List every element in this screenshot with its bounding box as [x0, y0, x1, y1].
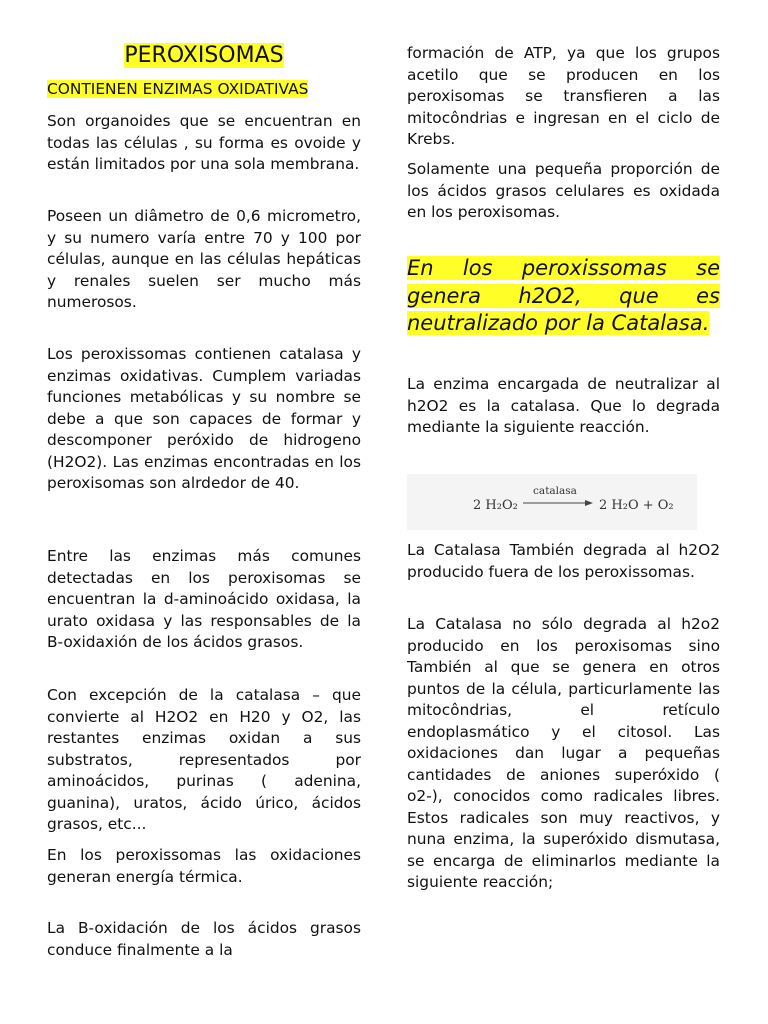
equation-catalyst: catalasa [533, 485, 577, 497]
highlight-statement [407, 255, 720, 338]
paragraph-atp: formación de ATP, ya que los grupos acetilo que se producen en los peroxisomas se transfieren a las mitocôndrias e ingresan en el ciclo de Krebs. [407, 44, 720, 148]
subtitle [47, 79, 308, 100]
paragraph-catalase-outside: La Catalasa También degrada al h2O2 producido fuera de los peroxissomas. [407, 541, 720, 581]
page-title [47, 41, 361, 71]
paragraph-oxidation-energy: En los peroxissomas las oxidaciones generan energía térmica. [47, 846, 361, 886]
paragraph-superoxide: La Catalasa no sólo degrada al h2o2 producido en los peroxisomas sino También al que se genera en otros puntos de la célula, particurlamente las mitocôndrias, el retículo endoplasmático y el citosol. Las oxidaciones dan lugar a pequeñas cantidades de aniones superóxido ( o2-), conocidos como radicales libres. Estos radicales son muy reactivos, y nuna enzima, la superóxido dismutasa, se encarga de eliminarlos mediante la siguiente reacción; [407, 615, 720, 891]
subtitle-text: CONTIENEN ENZIMAS OXIDATIVAS [47, 80, 309, 98]
paragraph-catalase: Los peroxissomas contienen catalasa y enzimas oxidativas. Cumplem variadas funciones metabólicas y su nombre se debe a que son capaces de formar y descomponer peróxido de hidrogeno (H2O2). Las enzimas encontradas en los peroxisomas son alrdedor de 40. [47, 345, 361, 492]
highlight-statement-text: En los peroxissomas se genera h2O2, que es neutralizado por la Catalasa. [407, 256, 720, 335]
reaction-equation-image [407, 474, 697, 530]
paragraph-exception: Con excepción de la catalasa – que convierte al H2O2 en H20 y O2, las restantes enzimas oxidan a sus substratos, representados por aminoácidos, purinas ( adenina, guanina), uratos, ácido úrico, ácidos grasos, etc... [47, 686, 361, 833]
reaction-equation-svg [407, 474, 697, 530]
paragraph-intro: Son organoides que se encuentran en todas las células , su forma es ovoide y están limitados por una sola membrana. [47, 112, 361, 173]
page-title-text: PEROXISOMAS [124, 43, 284, 68]
paragraph-enzymes: Entre las enzimas más comunes detectadas en los peroxisomas se encuentran la d-aminoácido oxidasa, la urato oxidasa y las responsables de la B-oxidaxión de los ácidos grasos. [47, 547, 361, 651]
paragraph-enzyme-catalase: La enzima encargada de neutralizar al h2O2 es la catalasa. Que lo degrada mediante la siguiente reacción. [407, 375, 720, 436]
paragraph-beta-oxidation: La B-oxidación de los ácidos grasos conduce finalmente a la [47, 919, 361, 959]
equation-products: 2 H₂O + O₂ [599, 498, 674, 513]
equation-reactant: 2 H₂O₂ [473, 498, 518, 513]
equation-arrow-head [585, 500, 593, 506]
paragraph-fatty-acids: Solamente una pequeña proporción de los ácidos grasos celulares es oxidada en los peroxisomas. [407, 160, 720, 221]
paragraph-diameter: Poseen un diâmetro de 0,6 micrometro, y su numero varía entre 70 y 100 por células, aunque en las células hepáticas y renales suelen ser mucho más numerosos. [47, 207, 361, 311]
